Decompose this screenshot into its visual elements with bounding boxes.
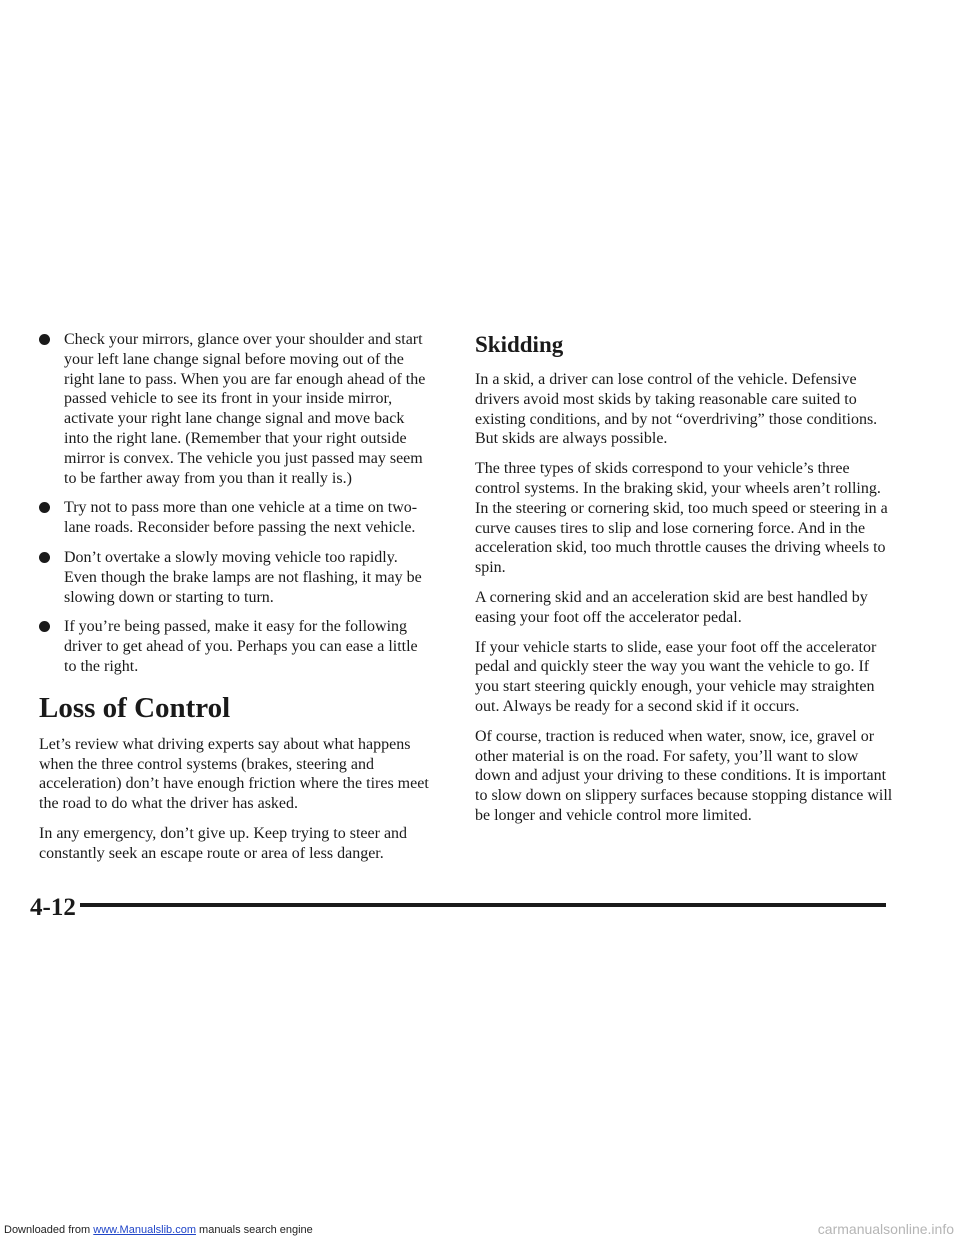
bullet-icon	[39, 502, 50, 513]
bullet-icon	[39, 334, 50, 345]
skidding-heading: Skidding	[475, 332, 564, 357]
right-column	[475, 330, 893, 836]
list-item: Check your mirrors, glance over your shoulder and start your left lane change signal before moving out of the right lane to pass. When you are far enough ahead of the passed vehicle to see its front in your inside mirror, activate your right lane change signal and move back into the right lane. (Remember that your right outside mirror is convex. The vehicle you just passed may seem to be farther away from you than it really is.)	[39, 330, 431, 488]
bullet-icon	[39, 621, 50, 632]
skidding-paragraph: A cornering skid and an acceleration skid are best handled by easing your foot off the accelerator pedal.	[475, 588, 868, 626]
source-bar	[0, 1220, 960, 1242]
passing-tips-list	[39, 330, 431, 677]
skidding-paragraph: If your vehicle starts to slide, ease your foot off the accelerator pedal and quickly steer the way you want the vehicle to go. If you start steering quickly enough, your vehicle may straighten out. Always be ready for a second skid if it occurs.	[475, 638, 877, 715]
left-column	[39, 330, 431, 874]
footer-divider	[80, 903, 886, 907]
skidding-paragraph: In a skid, a driver can lose control of the vehicle. Defensive drivers avoid most skids by taking reasonable care suited to existing conditions, and by not “overdriving” those conditions. But skids are always possible.	[475, 371, 878, 448]
bullet-icon	[39, 552, 50, 563]
source-suffix: manuals search engine	[195, 1224, 313, 1236]
source-prefix: Downloaded from	[4, 1224, 94, 1236]
manualslib-link[interactable]: www.Manualslib.com	[93, 1224, 196, 1236]
list-item: Don’t overtake a slowly moving vehicle too rapidly. Even though the brake lamps are not flashing, it may be slowing down or starting to turn.	[39, 548, 431, 607]
list-item: Try not to pass more than one vehicle at a time on two-lane roads. Reconsider before passing the next vehicle.	[39, 498, 431, 538]
watermark: carmanualsonline.info	[817, 1221, 954, 1237]
skidding-paragraph: The three types of skids correspond to your vehicle’s three control systems. In the braking skid, your wheels aren’t rolling. In the steering or cornering skid, too much speed or steering in a curve causes tires to slip and lose cornering force. And in the acceleration skid, too much throttle causes the driving wheels to spin.	[475, 460, 888, 577]
loss-of-control-paragraph: Let’s review what driving experts say about what happens when the three control systems (brakes, steering and acceleration) don’t have enough friction where the tires meet the road to do what the driver has asked.	[39, 735, 429, 813]
download-source	[4, 1224, 313, 1236]
list-item: If you’re being passed, make it easy for the following driver to get ahead of you. Perhaps you can ease a little to the right.	[39, 617, 431, 676]
loss-of-control-paragraph: In any emergency, don’t give up. Keep trying to steer and constantly seek an escape route or area of less danger.	[39, 824, 408, 862]
skidding-paragraph: Of course, traction is reduced when water, snow, ice, gravel or other material is on the road. For safety, you’ll want to slow down and adjust your driving to these conditions. It is important to slow down on slippery surfaces because stopping distance will be longer and vehicle control more limited.	[475, 727, 893, 824]
page-number: 4-12	[30, 894, 76, 921]
loss-of-control-heading: Loss of Control	[39, 691, 231, 724]
